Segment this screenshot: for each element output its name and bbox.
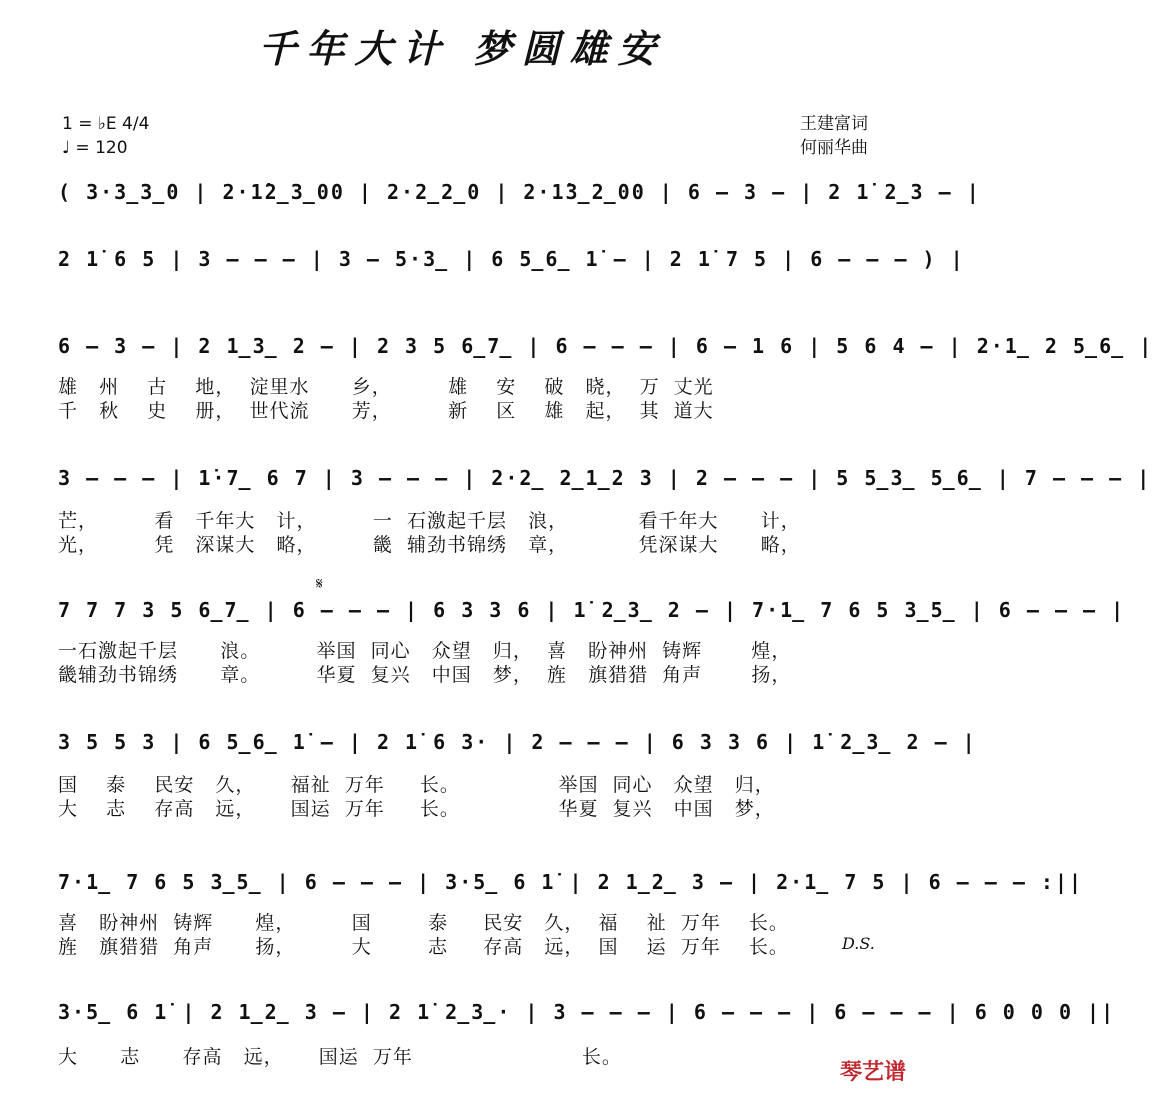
- lyricist-credit: 王建富词: [800, 114, 868, 134]
- notes: 3·5̲ 6 1̇ | 2 1̲2̲ 3 — | 2 1̇ 2̲3̲· | 3 — — — | 6 — — — | 6 — — — | 6 0 0 0 ||: [58, 1000, 1116, 1024]
- site-logo: 琴艺谱: [839, 1060, 906, 1085]
- song-title: 千年大计 梦圆雄安: [258, 26, 666, 71]
- notes: ( 3·3̲3̲0 | 2·1̇2̲3̲00 | 2·2̲2̲0 | 2·1̇3̲2̲00 | 6 — 3 — | 2 1̇ 2̲3 — |: [58, 180, 981, 204]
- score-row-3: [40, 334, 1153, 422]
- notes: 7 7 7 3 5 6̲7̲ | 6 — — — | 6 3 3 6 | 1̇ 2̲3̲ 2 — | 7·1̲ 7 6 5 3̲5̲ | 6 — — — |: [58, 598, 1126, 622]
- score-row-5: [40, 598, 1126, 686]
- score-row-2: [40, 247, 965, 287]
- score-row-4: [40, 466, 1152, 556]
- composer-credit: 何丽华曲: [800, 138, 868, 158]
- score-row-6: [40, 730, 977, 820]
- lyric-line-2: 大 志 存高 远， 国运 万年 长。 华夏 复兴 中国 梦，: [58, 798, 775, 820]
- lyric-line-2: 畿辅劲书锦绣 章。 华夏 复兴 中国 梦， 旌 旗猎猎 角声 扬，: [58, 664, 792, 686]
- segno-sign: 𝄋: [316, 574, 323, 593]
- notes: 2 1̇ 6 5 | 3 — — — | 3 — 5·3̲ | 6 5̲6̲ 1̇ — | 2 1̇ 7 5 | 6 — — — ) |: [58, 247, 965, 271]
- notes: 3 5 5 3 | 6 5̲6̲ 1̇ — | 2 1̇ 6 3· | 2 — — — | 6 3 3 6 | 1̇ 2̲3̲ 2 — |: [58, 730, 977, 754]
- notes: 7·1̲ 7 6 5 3̲5̲ | 6 — — — | 3·5̲ 6 1̇ | 2 1̲2̲ 3 — | 2·1̲ 7 5 | 6 — — — :||: [58, 870, 1084, 894]
- lyric-line-1: 一石激起千层 浪。 举国 同心 众望 归， 喜 盼神州 铸辉 煌，: [58, 640, 792, 662]
- lyric-line-2: 千 秋 史 册， 世代流 芳， 新 区 雄 起， 其 道大: [58, 400, 714, 422]
- lyric-line-1: 喜 盼神州 铸辉 煌， 国 泰 民安 久， 福 祉 万年 长。: [58, 912, 789, 934]
- score-row-1: [40, 180, 981, 220]
- lyric-line-1: 大 志 存高 远， 国运 万年 长。: [58, 1046, 622, 1068]
- tempo-mark: ♩ = 120: [62, 138, 128, 158]
- key-signature: 1 = ♭E 4/4: [62, 114, 150, 134]
- notes: 6 — 3 — | 2 1̲3̲ 2 — | 2 3 5 6̲7̲ | 6 — — — | 6 — 1 6 | 5 6 4 — | 2·1̲ 2 5̲6̲ |: [58, 334, 1153, 358]
- lyric-line-2: 光， 凭 深谋大 略， 畿 辅劲书锦绣 章， 凭深谋大 略，: [58, 534, 801, 556]
- lyric-line-2: 旌 旗猎猎 角声 扬， 大 志 存高 远， 国 运 万年 长。: [58, 936, 789, 958]
- lyric-line-1: 国 泰 民安 久， 福祉 万年 长。 举国 同心 众望 归，: [58, 774, 775, 796]
- lyric-line-1: 雄 州 古 地， 淀里水 乡， 雄 安 破 晓， 万 丈光: [58, 376, 714, 398]
- dal-segno-mark: D.S.: [842, 934, 875, 953]
- lyric-line-1: 芒， 看 千年大 计， 一 石激起千层 浪， 看千年大 计，: [58, 510, 801, 532]
- score-row-8: [40, 1000, 1116, 1068]
- notes: 3 — — — | 1̇·7̲ 6 7 | 3 — — — | 2·2̲ 2̲1̲2 3 | 2 — — — | 5 5̲3̲ 5̲6̲ | 7 — — — |: [58, 466, 1152, 490]
